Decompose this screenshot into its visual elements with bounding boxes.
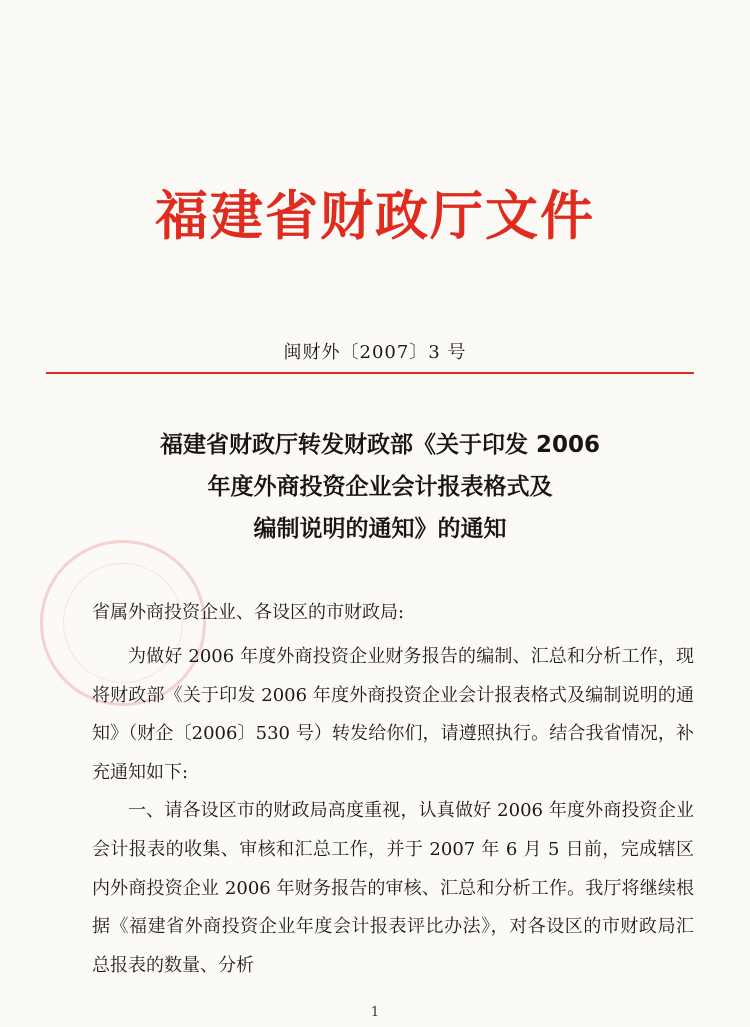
title-line: 编制说明的通知》的通知 xyxy=(253,516,507,542)
reverse-side-bleed-through xyxy=(130,48,740,168)
document-body xyxy=(92,638,694,985)
red-divider-line xyxy=(46,372,694,374)
page-number: 1 xyxy=(370,1005,380,1020)
addressee: 省属外商投资企业、各设区的市财政局: xyxy=(92,602,405,623)
title-line: 年度外商投资企业会计报表格式及 xyxy=(207,474,553,500)
body-paragraph: 为做好 2006 年度外商投资企业财务报告的编制、汇总和分析工作，现将财政部《关于印发 2006 年度外商投资企业会计报表格式及编制说明的通知》（财企〔2006〕530 号）转发给你们，请遵照执行。结合我省情况，补充通知如下: xyxy=(92,646,694,783)
body-paragraph: 一、请各设区市的财政局高度重视，认真做好 2006 年度外商投资企业会计报表的收集、审核和汇总工作，并于 2007 年 6 月 5 日前，完成辖区内外商投资企业 2006 年财务报告的审核、汇总和分析工作。我厅将继续根据《福建省外商投资企业年度会计报表评比办法》，对各设区的市财政局汇总报表的数量、分析 xyxy=(92,800,694,976)
document-number: 闽财外〔2007〕3 号 xyxy=(283,342,467,363)
document-header-org-title: 福建省财政厅文件 xyxy=(155,186,595,247)
document-title xyxy=(90,424,670,550)
title-line: 福建省财政厅转发财政部《关于印发 2006 xyxy=(159,432,601,458)
